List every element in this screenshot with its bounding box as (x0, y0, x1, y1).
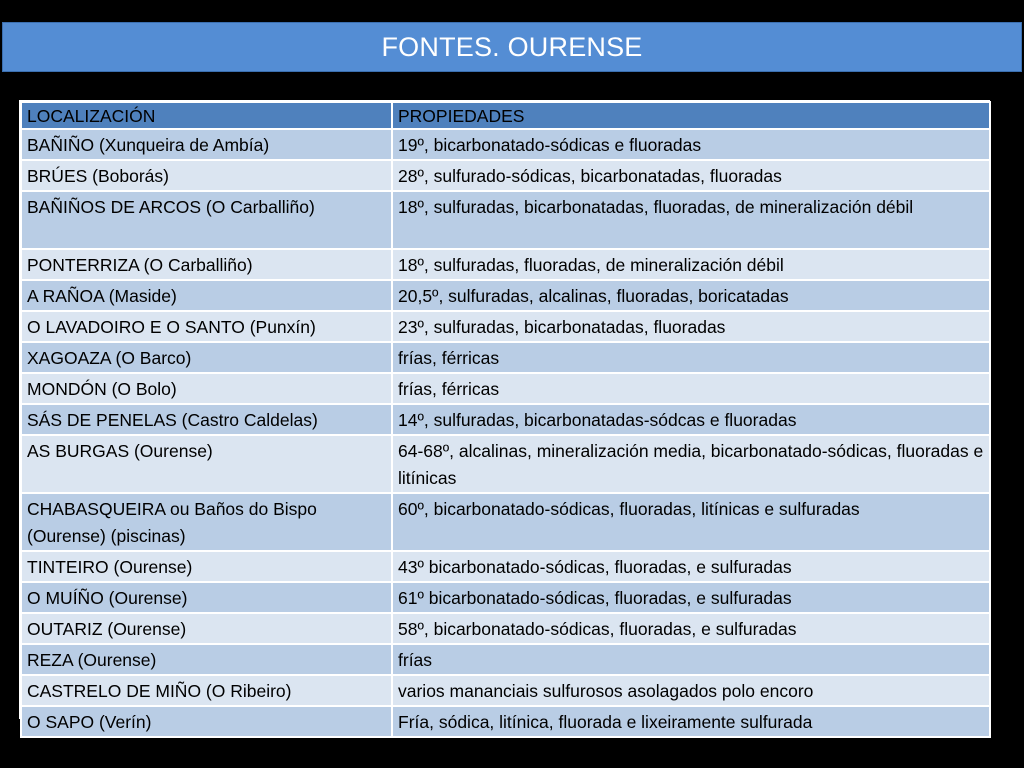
table-row (21, 493, 990, 551)
cell-properties: Fría, sódica, litínica, fluorada e lixeiramente sulfurada (392, 706, 990, 737)
table-row (21, 249, 990, 280)
cell-properties: 19º, bicarbonatado-sódicas e fluoradas (392, 129, 990, 160)
cell-properties: frías, férricas (392, 373, 990, 404)
table-row (21, 191, 990, 249)
cell-location: BAÑIÑOS DE ARCOS (O Carballiño) (21, 191, 392, 249)
cell-properties: frías, férricas (392, 342, 990, 373)
table-row (21, 435, 990, 493)
table-row (21, 404, 990, 435)
cell-properties: 64-68º, alcalinas, mineralización media, bicarbonatado-sódicas, fluoradas e litínicas (392, 435, 990, 493)
cell-location: MONDÓN (O Bolo) (21, 373, 392, 404)
cell-location: A RAÑOA (Maside) (21, 280, 392, 311)
table-row (21, 582, 990, 613)
table-row (21, 373, 990, 404)
table-row (21, 311, 990, 342)
header-localizacion: LOCALIZACIÓN (21, 102, 392, 129)
table-row (21, 160, 990, 191)
cell-properties: 23º, sulfuradas, bicarbonatadas, fluoradas (392, 311, 990, 342)
cell-location: CASTRELO DE MIÑO (O Ribeiro) (21, 675, 392, 706)
slide-title: FONTES. OURENSE (381, 31, 643, 62)
cell-location: SÁS DE PENELAS (Castro Caldelas) (21, 404, 392, 435)
cell-location: O MUÍÑO (Ourense) (21, 582, 392, 613)
cell-properties: frías (392, 644, 990, 675)
springs-table (20, 101, 991, 738)
cell-properties: 18º, sulfuradas, fluoradas, de mineralización débil (392, 249, 990, 280)
table-row (21, 613, 990, 644)
cell-properties: 20,5º, sulfuradas, alcalinas, fluoradas, boricatadas (392, 280, 990, 311)
cell-location: REZA (Ourense) (21, 644, 392, 675)
table-row (21, 706, 990, 737)
springs-table-container (19, 100, 990, 732)
table-row (21, 675, 990, 706)
cell-properties: 60º, bicarbonatado-sódicas, fluoradas, litínicas e sulfuradas (392, 493, 990, 551)
cell-properties: 43º bicarbonatado-sódicas, fluoradas, e sulfuradas (392, 551, 990, 582)
cell-location: O SAPO (Verín) (21, 706, 392, 737)
cell-location: OUTARIZ (Ourense) (21, 613, 392, 644)
header-propiedades: PROPIEDADES (392, 102, 990, 129)
cell-location: PONTERRIZA (O Carballiño) (21, 249, 392, 280)
cell-location: O LAVADOIRO E O SANTO (Punxín) (21, 311, 392, 342)
slide-title-bar (2, 22, 1022, 72)
cell-properties: 28º, sulfurado-sódicas, bicarbonatadas, fluoradas (392, 160, 990, 191)
table-row (21, 644, 990, 675)
cell-properties: 58º, bicarbonatado-sódicas, fluoradas, e sulfuradas (392, 613, 990, 644)
cell-location: BAÑIÑO (Xunqueira de Ambía) (21, 129, 392, 160)
cell-location: TINTEIRO (Ourense) (21, 551, 392, 582)
cell-location: AS BURGAS (Ourense) (21, 435, 392, 493)
cell-location: CHABASQUEIRA ou Baños do Bispo (Ourense) (piscinas) (21, 493, 392, 551)
table-header-row (21, 102, 990, 129)
cell-properties: 14º, sulfuradas, bicarbonatadas-sódcas e fluoradas (392, 404, 990, 435)
cell-properties: varios mananciais sulfurosos asolagados polo encoro (392, 675, 990, 706)
cell-properties: 61º bicarbonatado-sódicas, fluoradas, e sulfuradas (392, 582, 990, 613)
cell-location: BRÚES (Boborás) (21, 160, 392, 191)
table-row (21, 342, 990, 373)
table-row (21, 280, 990, 311)
table-row (21, 551, 990, 582)
table-row (21, 129, 990, 160)
cell-properties: 18º, sulfuradas, bicarbonatadas, fluoradas, de mineralización débil (392, 191, 990, 249)
cell-location: XAGOAZA (O Barco) (21, 342, 392, 373)
